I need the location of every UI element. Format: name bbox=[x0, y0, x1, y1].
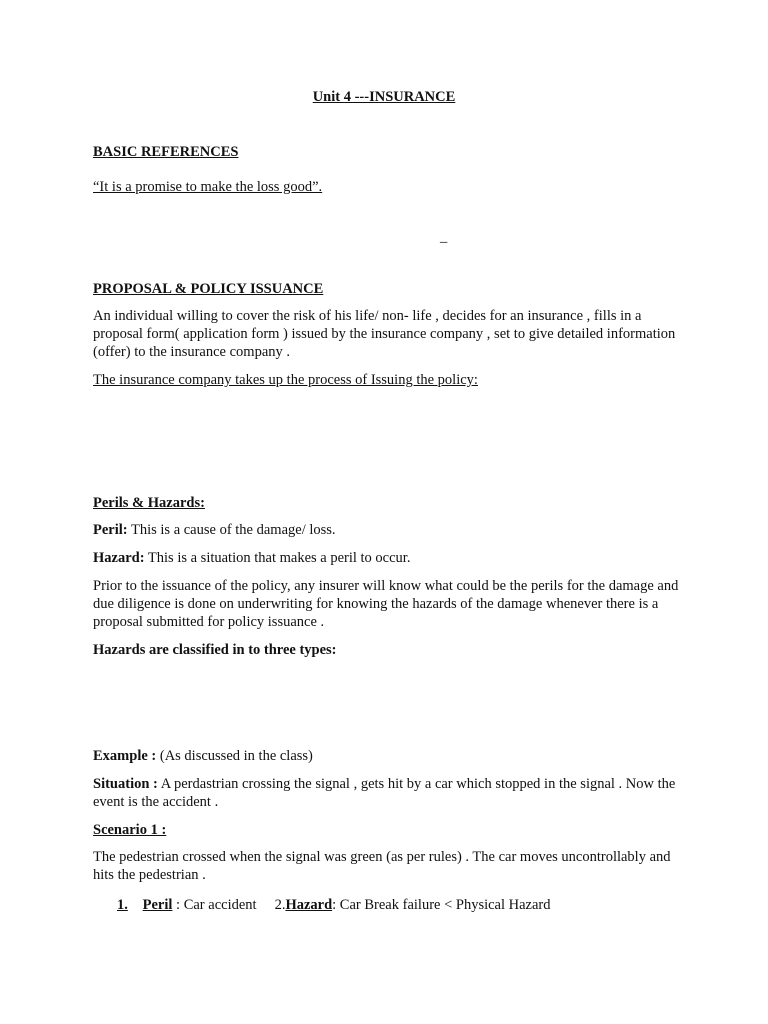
scenario-paragraph: The pedestrian crossed when the signal was green (as per rules) . The car moves uncontrollably and hits the pedestrian . bbox=[93, 849, 671, 883]
scenario-list-item bbox=[117, 896, 551, 914]
page-title: Unit 4 ---INSURANCE bbox=[312, 89, 456, 105]
list-item-number: 1. bbox=[117, 897, 128, 913]
hazard-text: This is a situation that makes a peril to occur. bbox=[144, 550, 411, 566]
peril-text: This is a cause of the damage/ loss. bbox=[127, 522, 336, 538]
peril-label: Peril: bbox=[93, 522, 128, 538]
hazard-definition bbox=[93, 549, 683, 567]
stray-mark: _ bbox=[440, 229, 448, 245]
example-text: (As discussed in the class) bbox=[156, 748, 313, 764]
definition-quote: “It is a promise to make the loss good”. bbox=[93, 179, 323, 195]
example-line bbox=[93, 747, 683, 765]
peril-definition bbox=[93, 521, 683, 539]
list-hazard-text: : Car Break failure < Physical Hazard bbox=[332, 897, 551, 913]
hazard-label: Hazard: bbox=[93, 550, 145, 566]
list-peril-text: : Car accident bbox=[172, 897, 257, 913]
situation-paragraph bbox=[93, 775, 683, 811]
list-hazard-prefix: 2. bbox=[274, 897, 286, 913]
list-hazard-label: Hazard bbox=[285, 897, 333, 913]
situation-label: Situation : bbox=[93, 776, 158, 792]
scenario-heading: Scenario 1 : bbox=[93, 822, 167, 838]
hazards-classified: Hazards are classified in to three types: bbox=[93, 642, 337, 658]
example-label: Example : bbox=[93, 748, 157, 764]
proposal-paragraph: An individual willing to cover the risk of his life/ non- life , decides for an insurance , fills in a proposal form( application form ) issued by the insurance company , set to give detailed information (offer) to the insurance company . bbox=[93, 308, 676, 360]
proposal-heading: PROPOSAL & POLICY ISSUANCE bbox=[93, 281, 324, 297]
process-line: The insurance company takes up the process of Issuing the policy: bbox=[93, 372, 478, 388]
basic-references-heading: BASIC REFERENCES bbox=[93, 144, 239, 160]
perils-paragraph: Prior to the issuance of the policy, any insurer will know what could be the perils for the damage and due diligence is done on underwriting for knowing the hazards of the damage whenever there is a proposal submitted for policy issuance . bbox=[93, 578, 679, 630]
perils-heading: Perils & Hazards: bbox=[93, 495, 205, 511]
situation-text: A perdastrian crossing the signal , gets hit by a car which stopped in the signal . Now the event is the accident . bbox=[93, 776, 676, 810]
list-peril-label: Peril bbox=[142, 897, 173, 913]
